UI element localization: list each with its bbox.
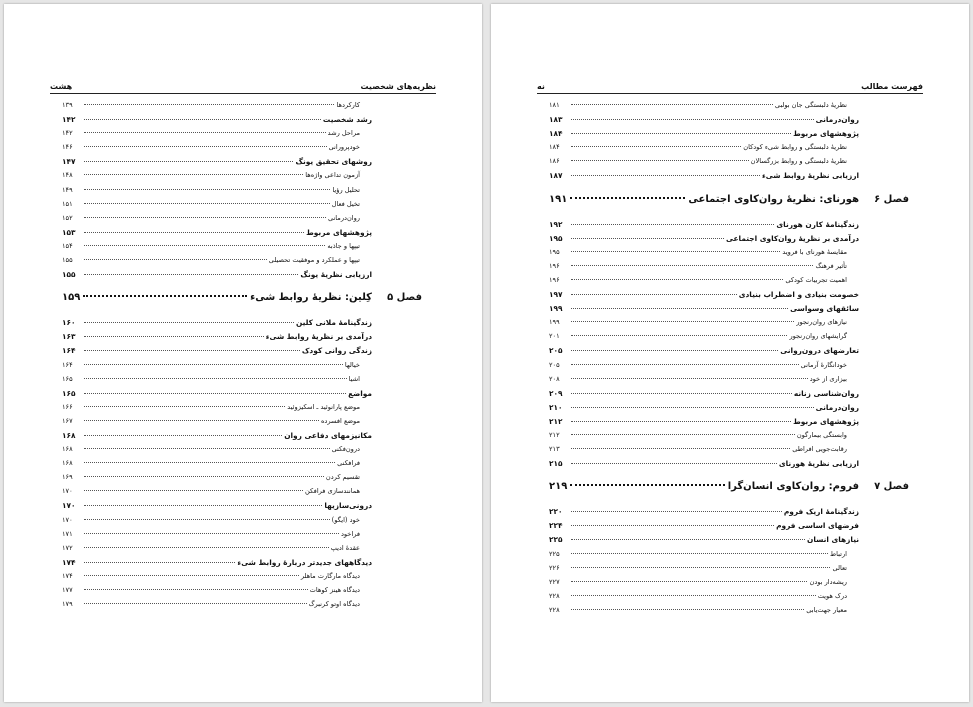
dot-leader — [83, 295, 247, 297]
dot-leader — [571, 175, 760, 176]
entry-title: تعارضهای درون‌روانی — [780, 346, 859, 356]
dot-leader — [84, 217, 326, 218]
dot-leader — [571, 539, 805, 540]
dot-leader — [84, 547, 329, 548]
chapter-heading[interactable] — [62, 292, 422, 314]
entry-title: خیالها — [344, 360, 360, 369]
dot-leader — [84, 322, 294, 323]
dot-leader — [571, 160, 749, 161]
entry-page-number: ۱۵۲ — [62, 213, 73, 222]
entry-page-number: ۱۷۷ — [62, 586, 73, 594]
entry-title: فراخود — [340, 529, 360, 538]
toc-entry[interactable] — [549, 459, 859, 473]
dot-leader — [570, 484, 724, 486]
entry-title: رشد شخصیت — [322, 115, 372, 125]
entry-title: درونی‌سازیها — [324, 501, 372, 511]
entry-page-number: ۱۵۳ — [62, 227, 76, 237]
toc-entry[interactable] — [62, 403, 372, 417]
entry-title: نظریهٔ دلبستگی و روابط بزرگسالان — [750, 157, 847, 166]
dot-leader — [84, 603, 307, 604]
entry-page-number: ۱۸۱ — [549, 101, 560, 109]
entry-page-number: ۱۳۹ — [62, 101, 73, 109]
entry-title: روان‌درمانی — [815, 115, 859, 125]
entry-page-number: ۲۲۵ — [549, 549, 560, 558]
entry-page-number: ۱۷۹ — [62, 600, 73, 609]
toc-entry[interactable] — [549, 318, 859, 332]
entry-page-number: ۱۵۵ — [62, 270, 76, 280]
entry-title: پژوهشهای مربوط — [793, 416, 859, 426]
toc-entry[interactable] — [62, 516, 372, 530]
dot-leader — [571, 321, 794, 322]
dot-leader — [571, 133, 791, 134]
entry-page-number: ۲۲۷ — [549, 577, 560, 586]
dot-leader — [571, 146, 741, 147]
entry-page-number: ۲۰۵ — [549, 360, 560, 369]
toc-entry[interactable] — [62, 242, 372, 256]
toc-entry[interactable] — [549, 276, 859, 290]
entry-title: دیدگاه مارگارت ماهلر — [300, 571, 360, 580]
entry-page-number: ۱۶۹ — [62, 473, 73, 482]
toc-entry[interactable] — [62, 473, 372, 487]
entry-page-number: ۲۱۵ — [549, 459, 563, 469]
toc-entry[interactable] — [549, 234, 859, 248]
toc-entry[interactable] — [549, 606, 859, 620]
toc-entry[interactable] — [62, 186, 372, 200]
entry-title: ریشه‌دار بودن — [809, 577, 847, 586]
toc-entry[interactable] — [62, 417, 372, 431]
toc-entry[interactable] — [549, 262, 859, 276]
dot-leader — [84, 490, 303, 491]
entry-page-number: ۱۶۴ — [62, 346, 76, 356]
table-of-contents — [62, 101, 422, 614]
folio: هشت — [50, 82, 73, 91]
chapter-heading[interactable] — [549, 481, 909, 503]
dot-leader — [84, 462, 335, 463]
chapter-heading[interactable] — [549, 193, 909, 216]
entry-page-number: ۲۱۲ — [549, 430, 560, 439]
entry-page-number: ۱۷۲ — [62, 543, 73, 552]
entry-title: دیدگاه هینز کوهات — [309, 586, 360, 594]
dot-leader — [571, 350, 778, 351]
table-of-contents — [549, 101, 909, 620]
entry-title: زندگی روانی کودک — [301, 346, 372, 356]
entry-title: سائقهای وسواسی — [790, 304, 859, 314]
entry-page-number: ۲۲۶ — [549, 563, 560, 572]
dot-leader — [571, 581, 807, 582]
dot-leader — [84, 336, 264, 337]
toc-entry[interactable] — [549, 143, 859, 157]
entry-title: تحلیل رؤیا — [332, 185, 360, 194]
entry-title: پژوهشهای مربوط — [306, 227, 372, 237]
page-header — [537, 75, 923, 94]
toc-entry[interactable] — [62, 256, 372, 270]
dot-leader — [571, 104, 773, 105]
toc-entry[interactable] — [62, 214, 372, 228]
dot-leader — [84, 406, 285, 407]
toc-entry[interactable] — [62, 445, 372, 459]
dot-leader — [84, 519, 330, 520]
dot-leader — [84, 350, 300, 351]
entry-title: تعالی — [832, 563, 847, 572]
toc-entry[interactable] — [549, 129, 859, 143]
dot-leader — [571, 251, 780, 252]
dot-leader — [84, 448, 330, 449]
toc-entry[interactable] — [549, 304, 859, 318]
entry-page-number: ۱۹۷ — [549, 290, 563, 300]
entry-title: خصومت بنیادی و اضطراب بنیادی — [738, 290, 859, 300]
entry-title: آزمون تداعی واژه‌ها — [305, 171, 360, 180]
dot-leader — [84, 378, 347, 379]
dot-leader — [84, 420, 319, 421]
toc-entry[interactable] — [549, 578, 859, 592]
dot-leader — [571, 511, 782, 512]
entry-page-number: ۱۴۹ — [62, 185, 73, 194]
entry-page-number: ۱۵۴ — [62, 241, 73, 250]
entry-title: زندگینامهٔ ملانی کلین — [295, 318, 372, 328]
entry-page-number: ۲۲۴ — [549, 521, 563, 531]
entry-page-number: ۲۱۰ — [549, 402, 563, 412]
entry-title: وابستگی بیمارگون — [796, 430, 847, 439]
dot-leader — [84, 562, 235, 563]
entry-page-number: ۲۲۸ — [549, 591, 560, 600]
entry-title: تیپها و عملکرد و موفقیت تحصیلی — [268, 256, 360, 265]
dot-leader — [84, 476, 324, 477]
dot-leader — [571, 294, 737, 295]
entry-title: روشهای تحقیق یونگ — [295, 157, 372, 167]
entry-page-number: ۱۹۵ — [549, 247, 560, 256]
toc-entry[interactable] — [62, 332, 372, 346]
folio: نه — [537, 82, 545, 91]
entry-page-number: ۱۶۸ — [62, 445, 73, 454]
dot-leader — [84, 146, 327, 147]
entry-page-number: ۱۴۸ — [62, 171, 73, 180]
entry-title: مقایسهٔ هورنای با فروید — [782, 247, 847, 256]
entry-page-number: ۱۸۶ — [549, 157, 560, 166]
running-title: نظریه‌های شخصیت — [360, 82, 436, 91]
toc-entry[interactable] — [62, 143, 372, 157]
dot-leader — [84, 589, 308, 590]
dot-leader — [84, 505, 322, 506]
entry-page-number: ۱۹۲ — [549, 219, 563, 229]
entry-title: معیار جهت‌یابی — [806, 605, 847, 614]
entry-page-number: ۱۶۳ — [62, 332, 76, 342]
toc-entry[interactable] — [549, 332, 859, 346]
entry-page-number: ۲۲۵ — [549, 535, 563, 545]
dot-leader — [571, 567, 830, 568]
entry-title: نیازهای انسان — [807, 535, 859, 545]
entry-title: رقابت‌جویی افراطی — [792, 445, 847, 454]
dot-leader — [571, 609, 804, 610]
entry-page-number: ۱۶۵ — [62, 388, 76, 398]
entry-title: مراحل رشد — [327, 129, 360, 138]
toc-entry[interactable] — [62, 375, 372, 389]
entry-page-number: ۱۶۸ — [62, 459, 73, 468]
dot-leader — [84, 245, 325, 246]
toc-entry[interactable] — [549, 564, 859, 578]
toc-entry[interactable] — [62, 361, 372, 375]
dot-leader — [84, 575, 299, 576]
toc-entry[interactable] — [62, 389, 372, 403]
dot-leader — [84, 259, 267, 260]
entry-title: اهمیت تجربیات کودکی — [785, 275, 847, 284]
entry-title: فرضهای اساسی فروم — [776, 521, 859, 531]
toc-entry[interactable] — [549, 389, 859, 403]
chapter-number: فصل ۷ — [874, 481, 909, 493]
dot-leader — [84, 393, 346, 394]
dot-leader — [571, 434, 795, 435]
entry-title: زندگینامهٔ کارن هورنای — [776, 219, 859, 229]
entry-page-number: ۱۴۷ — [62, 157, 76, 167]
dot-leader — [570, 197, 685, 199]
dot-leader — [571, 224, 774, 225]
entry-page-number: ۱۵۵ — [62, 256, 73, 265]
entry-title: مکانیزمهای دفاعی روان — [284, 430, 372, 440]
chapter-title: فروم: روان‌کاوی انسان‌گرا — [727, 481, 859, 493]
running-title: فهرست مطالب — [861, 82, 923, 91]
dot-leader — [571, 595, 816, 596]
dot-leader — [84, 119, 321, 120]
entry-page-number: ۱۸۳ — [549, 115, 563, 125]
toc-entry[interactable] — [549, 220, 859, 234]
entry-title: درون‌فکنی — [331, 445, 360, 454]
toc-entry[interactable] — [549, 445, 859, 459]
dot-leader — [84, 174, 303, 175]
dot-leader — [571, 265, 813, 266]
dot-leader — [571, 463, 777, 464]
entry-page-number: ۲۰۹ — [549, 388, 563, 398]
entry-title: روان‌درمانی — [327, 213, 360, 222]
toc-entry[interactable] — [549, 171, 859, 185]
entry-page-number: ۲۲۸ — [549, 605, 560, 614]
entry-page-number: ۱۷۱ — [62, 529, 73, 538]
toc-entry[interactable] — [549, 375, 859, 389]
entry-page-number: ۱۴۶ — [62, 143, 73, 152]
entry-page-number: ۱۷۰ — [62, 487, 73, 496]
entry-title: پژوهشهای مربوط — [793, 129, 859, 139]
toc-entry[interactable] — [549, 361, 859, 375]
dot-leader — [84, 274, 298, 275]
dot-leader — [84, 533, 339, 534]
chapter-title: کِلین: نظریهٔ روابط شیء — [250, 292, 372, 304]
toc-entry[interactable] — [62, 115, 372, 129]
entry-page-number: ۱۶۴ — [62, 360, 73, 369]
dot-leader — [571, 378, 808, 379]
entry-page-number: ۱۶۷ — [62, 416, 73, 425]
dot-leader — [571, 448, 790, 449]
right-page — [491, 4, 969, 702]
entry-page-number: ۲۰۱ — [549, 332, 560, 341]
entry-page-number: ۱۶۵ — [62, 374, 73, 383]
chapter-title: هورنای: نظریهٔ روان‌کاوی اجتماعی — [688, 193, 859, 205]
entry-page-number: ۱۹۶ — [549, 275, 560, 284]
entry-title: نیازهای روان‌رنجور — [796, 318, 847, 327]
chapter-number: فصل ۶ — [874, 193, 909, 205]
entry-title: روان‌شناسی زنانه — [793, 388, 859, 398]
entry-page-number: ۱۴۲ — [62, 129, 73, 138]
left-page — [4, 4, 482, 702]
entry-title: تخیل فعال — [331, 199, 360, 208]
entry-title: تأثیر فرهنگ — [815, 261, 847, 270]
entry-page-number: ۲۱۲ — [549, 416, 563, 426]
toc-entry[interactable] — [62, 558, 372, 572]
toc-entry[interactable] — [62, 200, 372, 214]
toc-entry[interactable] — [62, 157, 372, 171]
chapter-page-number: ۲۱۹ — [549, 481, 568, 493]
dot-leader — [571, 308, 788, 309]
entry-page-number: ۱۹۹ — [549, 304, 563, 314]
chapter-number: فصل ۵ — [387, 292, 422, 304]
dot-leader — [571, 364, 799, 365]
toc-entry[interactable] — [62, 270, 372, 284]
dot-leader — [84, 161, 293, 162]
entry-title: خودپرورانی — [328, 143, 360, 152]
entry-title: درآمدی بر نظریهٔ روابط شیء — [265, 332, 372, 342]
entry-title: تقسیم کردن — [325, 473, 360, 482]
entry-title: موضع پارانوئید ـ اسکیزوئید — [287, 402, 360, 411]
dot-leader — [84, 104, 334, 105]
entry-title: نظریهٔ دلبستگی و روابط شیء کودکان — [743, 143, 847, 152]
entry-title: ارزیابی نظریهٔ هورنای — [778, 459, 859, 469]
dot-leader — [571, 119, 814, 120]
entry-title: عقدهٔ ادیپ — [330, 543, 360, 552]
toc-entry[interactable] — [549, 248, 859, 262]
page-header — [50, 75, 436, 94]
chapter-page-number: ۱۵۹ — [62, 292, 81, 304]
entry-title: فرافکنی — [337, 459, 360, 468]
chapter-page-number: ۱۹۱ — [549, 193, 568, 205]
dot-leader — [571, 421, 791, 422]
entry-title: بیزاری از خود — [809, 374, 847, 383]
entry-title: درآمدی بر نظریهٔ روان‌کاوی اجتماعی — [726, 233, 859, 243]
toc-entry[interactable] — [549, 417, 859, 431]
entry-title: اشیا — [348, 374, 360, 383]
toc-entry[interactable] — [549, 290, 859, 304]
entry-page-number: ۱۹۹ — [549, 318, 560, 327]
dot-leader — [571, 279, 783, 280]
toc-entry[interactable] — [62, 228, 372, 242]
entry-title: دیدگاه اوتو کرنبرگ — [308, 600, 360, 609]
toc-entry[interactable] — [62, 544, 372, 558]
entry-title: تیپها و جاذبه — [327, 241, 360, 250]
dot-leader — [571, 238, 724, 239]
entry-title: ارزیابی نظریهٔ یونگ — [300, 270, 372, 280]
entry-page-number: ۱۸۷ — [549, 171, 563, 181]
entry-page-number: ۱۶۶ — [62, 402, 73, 411]
entry-page-number: ۲۲۰ — [549, 507, 563, 517]
toc-entry[interactable] — [62, 600, 372, 614]
toc-entry[interactable] — [549, 535, 859, 549]
toc-entry[interactable] — [549, 592, 859, 606]
dot-leader — [84, 203, 330, 204]
entry-page-number: ۲۱۳ — [549, 445, 560, 454]
dot-leader — [571, 407, 814, 408]
entry-title: خود (ایگو) — [331, 515, 360, 524]
dot-leader — [84, 189, 330, 190]
entry-title: موضع افسرده — [320, 416, 360, 425]
entry-page-number: ۱۷۴ — [62, 571, 73, 580]
toc-entry[interactable] — [549, 507, 859, 521]
entry-title: روان‌درمانی — [815, 402, 859, 412]
entry-page-number: ۱۶۰ — [62, 318, 76, 328]
entry-page-number: ۱۸۴ — [549, 129, 563, 139]
entry-title: درک هویت — [817, 591, 847, 600]
entry-title: دیدگاههای جدیدتر دربارهٔ روابط شیء — [237, 557, 372, 567]
toc-entry[interactable] — [549, 157, 859, 171]
entry-page-number: ۱۵۱ — [62, 199, 73, 208]
toc-entry[interactable] — [62, 459, 372, 473]
entry-title: مواضع — [348, 388, 372, 398]
entry-page-number: ۱۶۸ — [62, 430, 76, 440]
entry-page-number: ۲۰۸ — [549, 374, 560, 383]
toc-entry[interactable] — [549, 403, 859, 417]
entry-title: ارزیابی نظریهٔ روابط شیء — [762, 171, 859, 181]
entry-title: ارتباط — [830, 549, 847, 558]
toc-entry[interactable] — [549, 101, 859, 115]
toc-entry[interactable] — [62, 129, 372, 143]
entry-page-number: ۱۴۲ — [62, 115, 76, 125]
dot-leader — [571, 335, 787, 336]
toc-entry[interactable] — [62, 171, 372, 185]
toc-entry[interactable] — [549, 521, 859, 535]
toc-entry[interactable] — [549, 346, 859, 360]
toc-entry[interactable] — [549, 115, 859, 129]
toc-entry[interactable] — [62, 586, 372, 600]
entry-title: نظریهٔ دلبستگی جان بولبی — [774, 101, 847, 109]
dot-leader — [571, 553, 828, 554]
toc-entry[interactable] — [62, 572, 372, 586]
entry-title: گرایشهای روان‌رنجور — [789, 332, 847, 341]
entry-page-number: ۱۹۶ — [549, 261, 560, 270]
entry-page-number: ۱۷۴ — [62, 557, 76, 567]
entry-title: همانندسازی فرافکن — [305, 487, 360, 496]
dot-leader — [84, 232, 304, 233]
entry-title: زندگینامهٔ اریک فروم — [783, 507, 859, 517]
toc-entry[interactable] — [62, 530, 372, 544]
toc-entry[interactable] — [62, 101, 372, 115]
entry-page-number: ۱۹۵ — [549, 233, 563, 243]
toc-entry[interactable] — [62, 431, 372, 445]
dot-leader — [84, 132, 326, 133]
entry-page-number: ۱۷۰ — [62, 515, 73, 524]
toc-entry[interactable] — [62, 487, 372, 501]
dot-leader — [84, 435, 282, 436]
toc-entry[interactable] — [62, 501, 372, 515]
dot-leader — [84, 364, 343, 365]
toc-entry[interactable] — [62, 346, 372, 360]
toc-entry[interactable] — [549, 550, 859, 564]
dot-leader — [571, 393, 792, 394]
toc-entry[interactable] — [62, 318, 372, 332]
entry-title: خودانگارهٔ آرمانی — [800, 360, 847, 369]
entry-page-number: ۱۸۴ — [549, 143, 560, 152]
entry-page-number: ۱۷۰ — [62, 501, 76, 511]
toc-entry[interactable] — [549, 431, 859, 445]
entry-title: کارکردها — [336, 101, 360, 109]
entry-page-number: ۲۰۵ — [549, 346, 563, 356]
dot-leader — [571, 525, 774, 526]
